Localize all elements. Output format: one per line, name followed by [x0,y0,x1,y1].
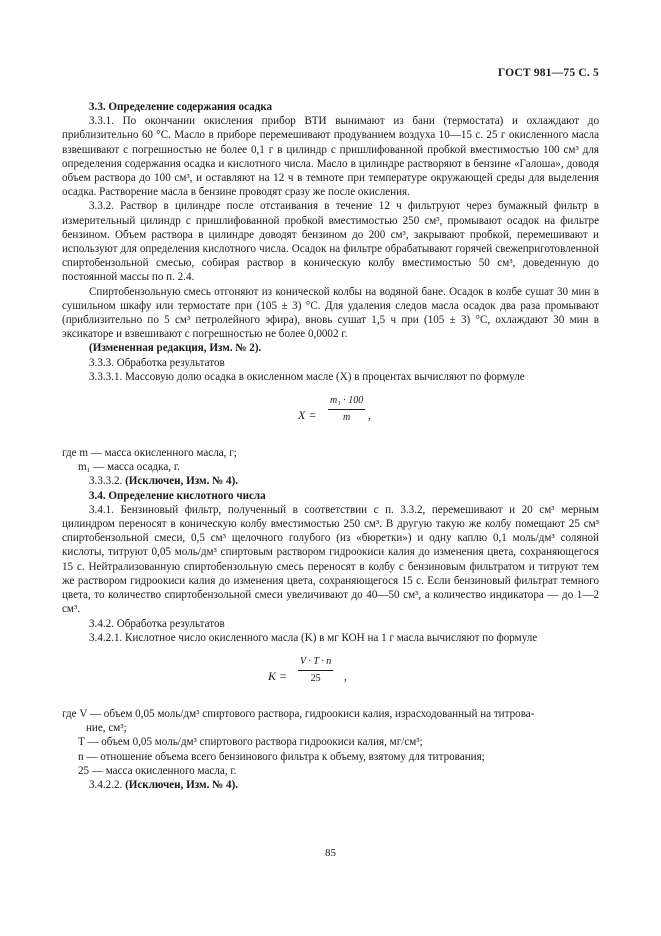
paragraph-3-3-3-2-note: (Исключен, Изм. № 4). [125,475,239,488]
paragraph-distillation: Спиртобензольную смесь отгоняют из конической колбы на водяной бане. Осадок в колбе сушат 30 мин в сушильном шкафу или термостате при (105 ± 3) °С. Для удаления следов масла осадок два раза промывают (приблизительно по 5 см³ петролейного эфира), вновь сушат 1,5 ч при (105 ± 3) °С, охлаждают 30 мин в эксикаторе и взвешивают с погрешностью не более 0,0002 г. [62,285,599,341]
paragraph-3-3-3: 3.3.3. Обработка результатов [89,356,225,369]
where-v-line-1: где V — объем 0,05 моль/дм³ спиртового раствора, гидроокиси калия, израсходованный на титрова- [62,707,535,720]
where-m1: m₁ — масса осадка, г. [78,461,180,474]
page-number: 85 [325,847,336,859]
page-body [62,100,599,792]
where-25: 25 — масса окисленного масла, г. [78,764,237,777]
paragraph-3-4-2-2 [62,778,599,792]
formula-sediment-fraction [328,394,365,425]
formula-acid-fraction [298,655,333,686]
formula-acid-lhs: K = [268,668,288,683]
section-3-3-title: 3.3. Определение содержания осадка [89,101,273,113]
formula-acid-denominator: 25 [310,673,321,685]
where-t: T — объем 0,05 моль/дм³ спиртового раствора гидроокиси калия, мг/см³; [78,736,423,749]
formula-acid-numerator: V · T · n [298,655,333,671]
paragraph-3-3-2: 3.3.2. Раствор в цилиндре после отстаивания в течение 12 ч фильтруют через бумажный фильтр в измерительный цилиндр с пришлифованной пробкой вместимостью 250 см³, промывают осадок на фильтре бензином. Объем раствора в цилиндре доводят бензином до 200 см³, закрывают пробкой, перемешивают и используют для определения кислотного числа. Осадок на фильтре обрабатывают горячей свежеприготовленной спиртобензольной смесью, собирая раствор в коническую колбу вместимостью 50 см³, доведенную до постоянной массы по п. 2.4. [62,200,599,284]
formula-acid-number [62,655,599,699]
paragraph-3-3-3-2-number: 3.3.3.2. [89,475,123,488]
paragraph-3-3-3-1: 3.3.3.1. Массовую долю осадка в окисленном масле (X) в процентах вычисляют по формуле [89,370,525,383]
paragraph-3-3-1: 3.3.1. По окончании окисления прибор ВТИ вынимают из бани (термостата) и охлаждают до приблизительно 60 °С. Масло в приборе перемешивают продуванием воздуха 10—15 с. 25 г окисленного масла взвешивают с погрешностью не более 0,1 г в цилиндр с пришлифованной пробкой вместимостью 100 см³ для определения содержания осадка и кислотного числа. Масло в цилиндре растворяют в бензине «Галоша», доводя объем раствора до 100 см³, и оставляют на 12 ч в темноте при температуре окружающей среды для выделения осадка. Растворение масла в бензине проводят сразу же после окисления. [62,115,599,199]
formula-sediment-denominator: m [342,412,351,424]
paragraph-3-4-2-2-number: 3.4.2.2. [89,778,123,791]
formula-sediment [62,394,599,438]
running-header: ГОСТ 981—75 С. 5 [497,67,599,79]
edit-note: (Измененная редакция, Изм. № 2). [89,342,262,355]
where-m: где m — масса окисленного масла, г; [62,447,237,460]
paragraph-3-4-2-2-note: (Исключен, Изм. № 4). [125,778,239,791]
paragraph-3-4-2-1: 3.4.2.1. Кислотное число окисленного масла (K) в мг КОН на 1 г масла вычисляют по формуле [89,631,538,644]
formula-sediment-numerator: m₁ · 100 [328,394,365,410]
where-v [62,707,599,735]
where-n: n — отношение объема всего бензинового фильтра к объему, взятому для титрования; [78,750,485,763]
paragraph-3-4-1: 3.4.1. Бензиновый фильтр, полученный в соответствии с п. 3.3.2, перемешивают и 20 см³ мерным цилиндром переносят в коническую колбу вместимостью 250 см³. В другую такую же колбу помещают 25 см³ спиртобензольной смеси, 0,5 см³ щелочного голубого (из «бюретки») и одну каплю 0,1 моль/дм³ соляной кислоты, титруют 0,05 моль/дм³ спиртовым раствором гидроокиси калия до изменения цвета, сохраняющегося 15 с. Нейтрализованную спиртобензольную смесь переносят в колбу с бензиновым фильтратом и титруют тем же раствором гидроокиси калия до изменения цвета, сохраняющегося 15 с. Если бензиновый фильтрат темного цвета, то количество спиртобензольной смеси увеличивают до 40—50 см³, а количество индикатора — до 1—2 см³. [62,503,599,616]
paragraph-3-4-2: 3.4.2. Обработка результатов [89,617,225,630]
formula-sediment-lhs: X = [298,408,317,423]
formula-acid-comma: , [344,668,347,683]
paragraph-3-3-3-2 [62,474,599,488]
formula-sediment-comma: , [368,408,371,423]
section-3-4-title: 3.4. Определение кислотного числа [89,489,266,502]
where-v-line-2: ние, см³; [86,722,127,735]
